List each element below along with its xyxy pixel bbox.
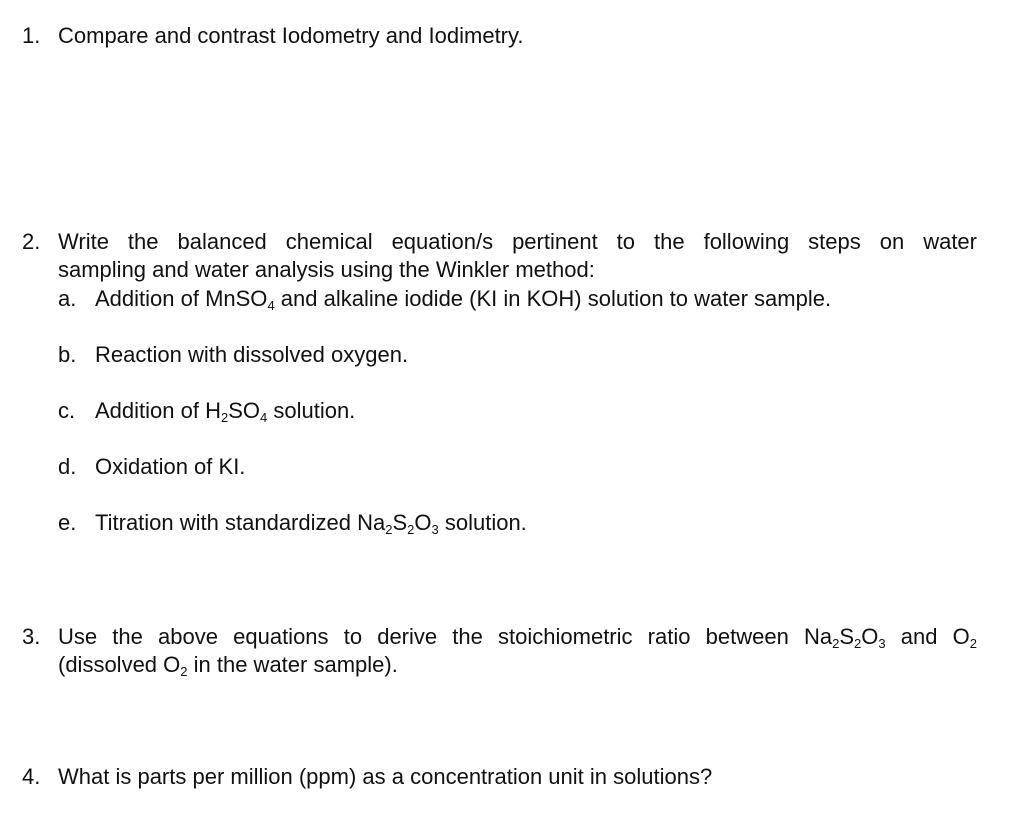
text-segment: in the water sample).	[187, 652, 398, 677]
subquestion-letter: d.	[58, 454, 77, 479]
subscript: 2	[220, 410, 229, 425]
text-segment: S	[839, 624, 855, 649]
subscript: 2	[385, 522, 393, 537]
question-text	[58, 623, 977, 679]
subquestion-e	[58, 509, 958, 537]
subquestion-a	[58, 285, 958, 313]
subquestion-letter: b.	[58, 342, 77, 367]
subscript: 3	[878, 636, 886, 651]
question-number: 3.	[22, 624, 41, 649]
question-number: 4.	[22, 764, 41, 789]
subquestion-text	[95, 509, 958, 537]
text-segment: Use the above equations to derive the stoichiometric ratio between Na	[58, 624, 833, 649]
question-1	[22, 22, 977, 50]
subscript: 4	[260, 410, 268, 425]
text-segment: O	[414, 510, 432, 535]
subquestion-d	[58, 453, 958, 481]
question-number: 2.	[22, 229, 41, 254]
subscript: 4	[267, 298, 275, 313]
subquestion-text	[95, 285, 958, 313]
question-text-line-1	[58, 623, 977, 651]
subquestion-text	[95, 397, 958, 425]
question-3	[22, 623, 977, 679]
text-segment: and O	[885, 624, 970, 649]
question-text	[58, 228, 977, 284]
subscript: 2	[969, 636, 977, 651]
question-text-line-1: Write the balanced chemical equation/s pertinent to the following steps on water	[58, 229, 977, 254]
question-text: Compare and contrast Iodometry and Iodimetry.	[58, 23, 524, 48]
text-segment: solution.	[438, 510, 527, 535]
text-segment: (dissolved O	[58, 652, 181, 677]
question-text-line-2	[58, 652, 398, 677]
subscript: 2	[407, 522, 415, 537]
question-2	[22, 228, 977, 284]
subquestion-letter: e.	[58, 510, 77, 535]
text-segment: SO	[228, 398, 260, 423]
subscript: 3	[431, 522, 439, 537]
question-text-line-2: sampling and water analysis using the Winkler method:	[58, 257, 595, 282]
subscript: 2	[854, 636, 862, 651]
subscript: 2	[832, 636, 840, 651]
subquestion-text: Reaction with dissolved oxygen.	[95, 342, 409, 367]
question-number: 1.	[22, 23, 41, 48]
subquestion-b	[58, 341, 958, 369]
text-segment: solution.	[267, 398, 356, 423]
text-segment: and alkaline iodide (KI in KOH) solution to water sample.	[274, 286, 832, 311]
question-4	[22, 763, 977, 791]
subscript: 2	[180, 664, 188, 679]
text-segment: Addition of MnSO	[95, 286, 268, 311]
text-segment: Addition of H	[95, 398, 221, 423]
text-segment: O	[861, 624, 879, 649]
text-segment: Titration with standardized Na	[95, 510, 386, 535]
question-text: What is parts per million (ppm) as a concentration unit in solutions?	[58, 764, 713, 789]
subquestion-letter: a.	[58, 286, 77, 311]
subquestion-c	[58, 397, 958, 425]
subquestion-text: Oxidation of KI.	[95, 454, 246, 479]
text-segment: S	[392, 510, 408, 535]
subquestion-letter: c.	[58, 398, 76, 423]
